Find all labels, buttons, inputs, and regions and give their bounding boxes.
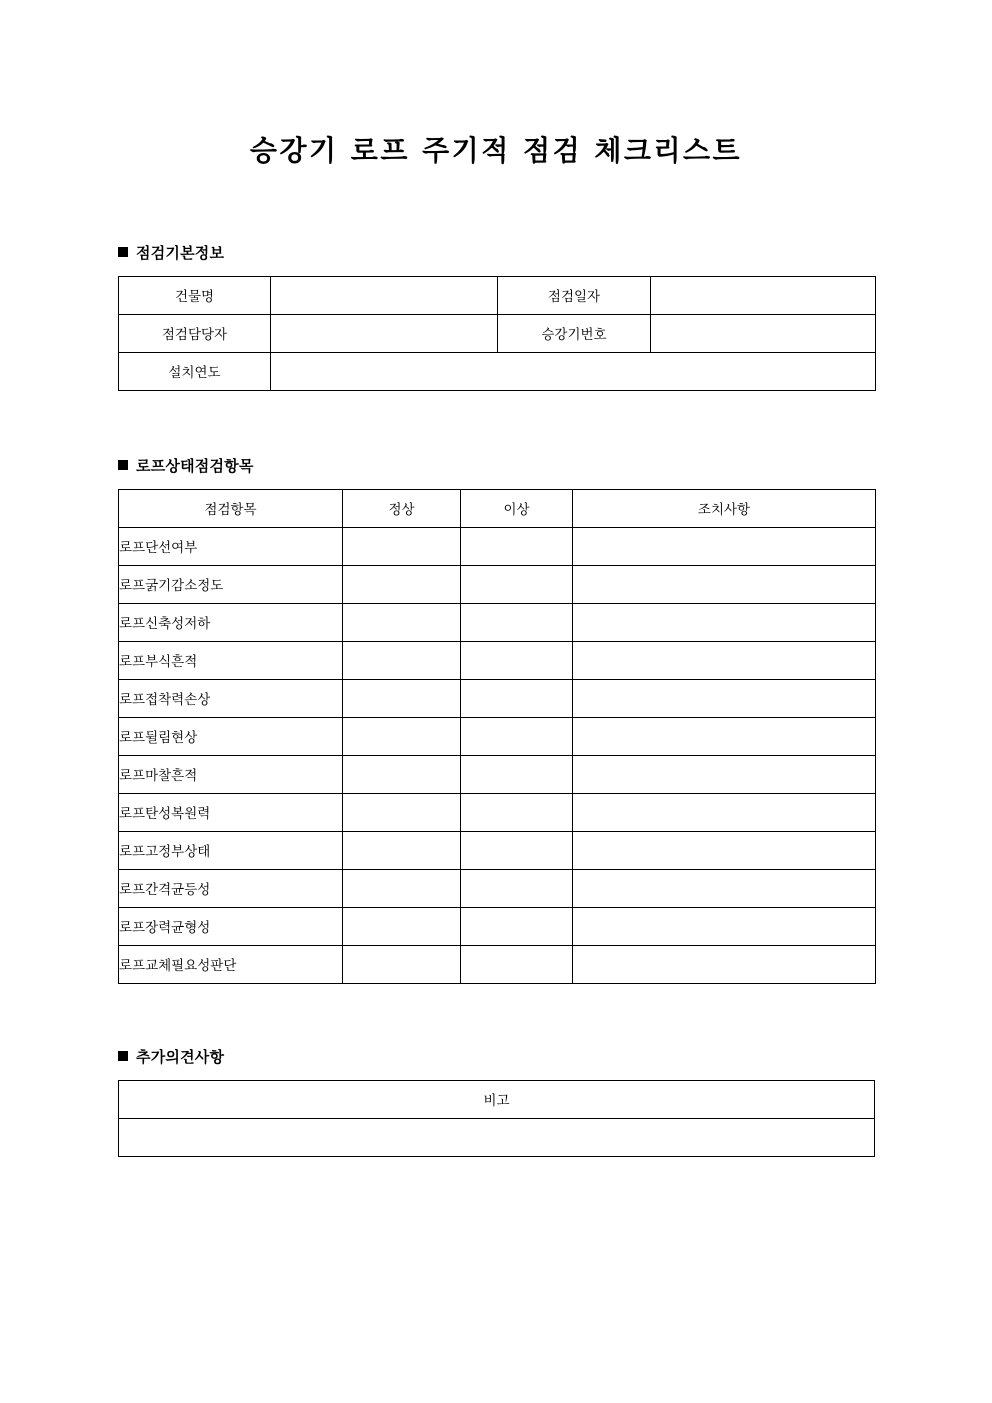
table-row xyxy=(119,755,876,793)
section-heading-additional-opinion xyxy=(118,1046,874,1067)
basic-info-table xyxy=(118,276,876,391)
field-label-inspector: 점검담당자 xyxy=(119,314,271,352)
additional-opinion-table xyxy=(118,1080,875,1157)
checklist-action-cell[interactable] xyxy=(573,793,876,831)
spacer xyxy=(0,984,992,1046)
section-heading-label: 점검기본정보 xyxy=(136,243,225,262)
field-label-elevator-number: 승강기번호 xyxy=(498,314,651,352)
checklist-item-label: 로프뒬림현상 xyxy=(119,717,343,755)
checklist-action-cell[interactable] xyxy=(573,717,876,755)
field-value-elevator-number[interactable] xyxy=(651,314,876,352)
section-additional-opinion xyxy=(118,1046,874,1157)
spacer xyxy=(0,391,992,455)
page-title: 승강기 로프 주기적 점검 체크리스트 xyxy=(249,134,743,167)
checklist-normal-cell[interactable] xyxy=(343,907,461,945)
checklist-item-label: 로프부식흔적 xyxy=(119,641,343,679)
field-value-inspection-date[interactable] xyxy=(651,276,876,314)
field-value-install-year[interactable] xyxy=(271,352,876,390)
checklist-abnormal-cell[interactable] xyxy=(461,717,573,755)
checklist-abnormal-cell[interactable] xyxy=(461,907,573,945)
section-heading-label: 추가의견사항 xyxy=(136,1047,225,1066)
checklist-item-label: 로프신축성저하 xyxy=(119,603,343,641)
checklist-normal-cell[interactable] xyxy=(343,717,461,755)
table-row xyxy=(119,831,876,869)
remarks-value[interactable] xyxy=(119,1118,875,1156)
column-header-action: 조치사항 xyxy=(573,489,876,527)
checklist-normal-cell[interactable] xyxy=(343,565,461,603)
table-row xyxy=(119,603,876,641)
checklist-action-cell[interactable] xyxy=(573,603,876,641)
field-value-inspector[interactable] xyxy=(271,314,498,352)
table-row xyxy=(119,314,876,352)
spacer xyxy=(0,168,992,242)
section-rope-check xyxy=(118,455,874,984)
checklist-action-cell[interactable] xyxy=(573,907,876,945)
table-row xyxy=(119,679,876,717)
square-bullet-icon xyxy=(118,460,128,470)
checklist-abnormal-cell[interactable] xyxy=(461,679,573,717)
checklist-item-label: 로프간격균등성 xyxy=(119,869,343,907)
checklist-action-cell[interactable] xyxy=(573,565,876,603)
column-header-abnormal: 이상 xyxy=(461,489,573,527)
column-header-normal: 정상 xyxy=(343,489,461,527)
table-row xyxy=(119,276,876,314)
table-row xyxy=(119,945,876,983)
table-header-row xyxy=(119,489,876,527)
checklist-abnormal-cell[interactable] xyxy=(461,565,573,603)
column-header-item: 점검항목 xyxy=(119,489,343,527)
spacer xyxy=(118,263,874,276)
section-heading-label: 로프상태점검항목 xyxy=(136,456,254,475)
checklist-normal-cell[interactable] xyxy=(343,831,461,869)
section-heading-rope-check xyxy=(118,455,874,476)
column-header-remarks: 비고 xyxy=(119,1080,875,1118)
spacer xyxy=(118,1067,874,1080)
field-label-building-name: 건물명 xyxy=(119,276,271,314)
checklist-action-cell[interactable] xyxy=(573,831,876,869)
table-row xyxy=(119,1118,875,1156)
checklist-normal-cell[interactable] xyxy=(343,603,461,641)
table-row xyxy=(119,352,876,390)
table-row xyxy=(119,565,876,603)
field-label-install-year: 설치연도 xyxy=(119,352,271,390)
checklist-normal-cell[interactable] xyxy=(343,679,461,717)
checklist-action-cell[interactable] xyxy=(573,869,876,907)
table-row xyxy=(119,717,876,755)
checklist-item-label: 로프고정부상태 xyxy=(119,831,343,869)
checklist-item-label: 로프마찰흔적 xyxy=(119,755,343,793)
checklist-action-cell[interactable] xyxy=(573,679,876,717)
checklist-normal-cell[interactable] xyxy=(343,641,461,679)
checklist-item-label: 로프교체필요성판단 xyxy=(119,945,343,983)
table-header-row xyxy=(119,1080,875,1118)
rope-check-table xyxy=(118,489,876,984)
checklist-item-label: 로프단선여부 xyxy=(119,527,343,565)
checklist-abnormal-cell[interactable] xyxy=(461,945,573,983)
field-value-building-name[interactable] xyxy=(271,276,498,314)
checklist-abnormal-cell[interactable] xyxy=(461,641,573,679)
checklist-action-cell[interactable] xyxy=(573,945,876,983)
spacer xyxy=(118,476,874,489)
checklist-item-label: 로프접착력손상 xyxy=(119,679,343,717)
checklist-normal-cell[interactable] xyxy=(343,755,461,793)
checklist-abnormal-cell[interactable] xyxy=(461,793,573,831)
checklist-normal-cell[interactable] xyxy=(343,945,461,983)
checklist-normal-cell[interactable] xyxy=(343,869,461,907)
checklist-action-cell[interactable] xyxy=(573,641,876,679)
checklist-abnormal-cell[interactable] xyxy=(461,603,573,641)
checklist-action-cell[interactable] xyxy=(573,527,876,565)
remarks-body xyxy=(119,1118,875,1156)
checklist-normal-cell[interactable] xyxy=(343,527,461,565)
rope-check-body xyxy=(119,527,876,983)
checklist-item-label: 로프장력균형성 xyxy=(119,907,343,945)
table-row xyxy=(119,527,876,565)
checklist-normal-cell[interactable] xyxy=(343,793,461,831)
table-row xyxy=(119,793,876,831)
section-basic-info xyxy=(118,242,874,391)
checklist-item-label: 로프굵기감소정도 xyxy=(119,565,343,603)
checklist-abnormal-cell[interactable] xyxy=(461,527,573,565)
square-bullet-icon xyxy=(118,247,128,257)
checklist-abnormal-cell[interactable] xyxy=(461,831,573,869)
table-row xyxy=(119,907,876,945)
square-bullet-icon xyxy=(118,1051,128,1061)
table-row xyxy=(119,641,876,679)
checklist-abnormal-cell[interactable] xyxy=(461,869,573,907)
checklist-item-label: 로프탄성복원력 xyxy=(119,793,343,831)
checklist-action-cell[interactable] xyxy=(573,755,876,793)
checklist-abnormal-cell[interactable] xyxy=(461,755,573,793)
section-heading-basic-info xyxy=(118,242,874,263)
field-label-inspection-date: 점검일자 xyxy=(498,276,651,314)
table-row xyxy=(119,869,876,907)
